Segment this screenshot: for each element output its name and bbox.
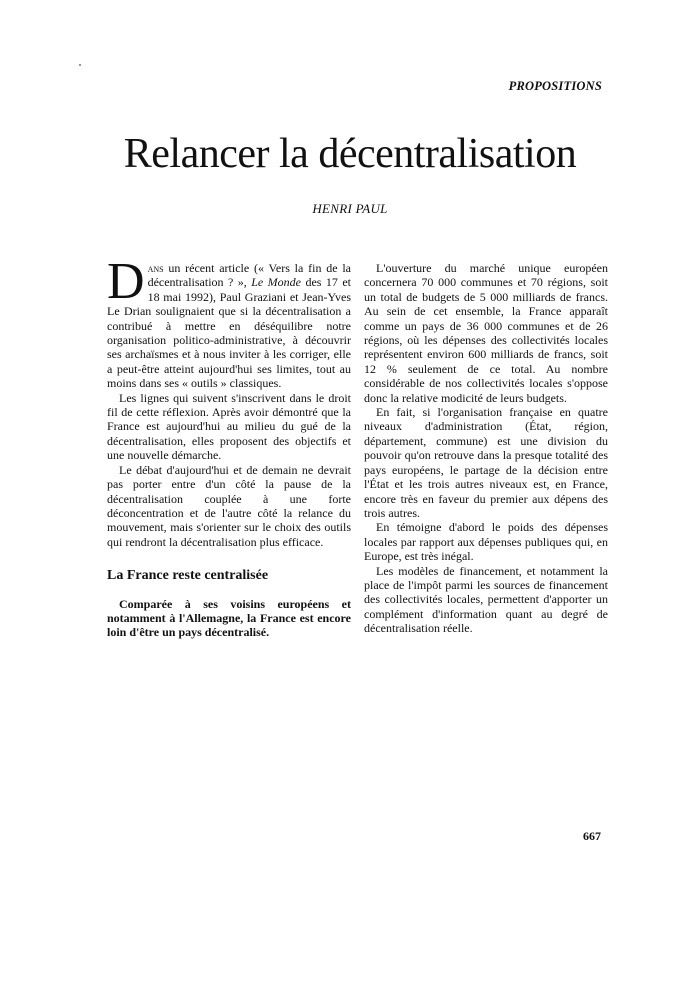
section-lead: Comparée à ses voisins européens et notamment à l'Allemagne, la France est encore loin d'être un pays décentralisé. [107,596,351,640]
paragraph: Les modèles de financement, et notamment la place de l'impôt parmi les sources de financement des collectivités locales, permettent d'apporter un complément d'information quant au degré de décentralisation réelle. [364,563,608,636]
intro-text-rest: des 17 et 18 mai 1992), Paul Graziani et Jean-Yves Le Drian soulignaient que si la décentralisation a contribué à mettre en déséquilibre notre organisation politico-administrative, à découvrir ses archaïsmes et à nous inviter à les corriger, elle a peut-être atteint aujourd'hui ses limites, tout au moins dans ses « outils » classiques. [107,275,352,391]
section-label: PROPOSITIONS [508,79,602,93]
scan-speck [79,64,81,66]
page-number: 667 [583,829,601,843]
section-heading: La France reste centralisée [107,568,269,584]
paragraph: Le débat d'aujourd'hui et de demain ne devrait pas porter entre d'un côté la pause de la décentralisation couplée à une forte déconcentration et de l'autre côté la relance du mouvement, mais s'orienter sur le choix des outils qui rendront la décentralisation plus efficace. [107,462,351,549]
left-column [107,253,352,640]
paragraph: L'ouverture du marché unique européen concernera 70 000 communes et 70 régions, soit un total de budgets de 5 000 milliards de francs. Au sein de cet ensemble, la France apparaît comme un pays de 36 000 communes et de 26 régions, où les dépenses des collectivités locales représentent environ 600 milliards de francs, soit 12 % seulement de ce total. Au nombre considérable de nos collectivités locales s'oppose donc la relative modicité de leurs budgets. [364,261,608,405]
intro-text: un récent article (« Vers la fin de la décentralisation ? », [147,261,351,290]
right-column [364,261,608,636]
article-author: HENRI PAUL [312,201,388,216]
paragraph: En témoigne d'abord le poids des dépenses locales par rapport aux dépenses publiques qui, en Europe, est très inégal. [364,520,608,564]
paragraph: Les lignes qui suivent s'inscrivent dans le droit fil de cette réflexion. Après avoir démontré que la France est aujourd'hui au milieu du gué de la décentralisation, elles proposent des objectifs et une nouvelle démarche. [107,390,351,463]
first-word: ans [147,261,164,275]
drop-cap: D [107,253,145,310]
newspaper-title: Le Monde [251,275,301,290]
paragraph: En fait, si l'organisation française en quatre niveaux d'administration (État, région, département, commune) est une division du pouvoir qu'on retrouve dans la presque totalité des pays européens, le partage de la décision entre l'État et les trois autres niveaux est, en France, encore très en faveur du premier aux dépens des trois autres. [364,405,608,520]
article-title: Relancer la décentralisation [123,131,577,177]
intro-paragraph [107,253,352,391]
